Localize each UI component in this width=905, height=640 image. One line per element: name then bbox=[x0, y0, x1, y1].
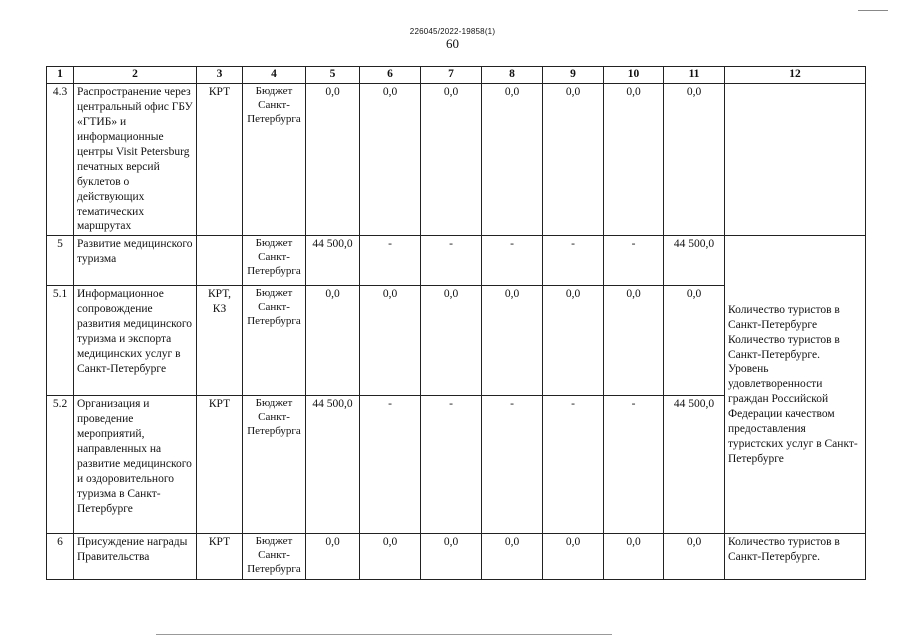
funding-source: Бюджет Санкт-Петербурга bbox=[243, 396, 306, 534]
header-row bbox=[47, 67, 866, 84]
value-col11: 0,0 bbox=[664, 84, 725, 236]
col-header-10: 10 bbox=[604, 67, 664, 84]
value-col7: - bbox=[421, 396, 482, 534]
executor: КРТ bbox=[197, 534, 243, 580]
corner-line bbox=[858, 10, 888, 11]
indicator: Количество туристов в Санкт-Петербурге. bbox=[725, 534, 866, 580]
activity-name: Информационное сопровождение развития медицинского туризма и экспорта медицинских услуг в Санкт-Петербурге bbox=[74, 286, 197, 396]
executor: КРТ, КЗ bbox=[197, 286, 243, 396]
value-col5: 0,0 bbox=[306, 84, 360, 236]
table-row bbox=[47, 84, 866, 236]
col-header-12: 12 bbox=[725, 67, 866, 84]
col-header-6: 6 bbox=[360, 67, 421, 84]
value-col11: 44 500,0 bbox=[664, 236, 725, 286]
value-col6: 0,0 bbox=[360, 84, 421, 236]
value-col10: 0,0 bbox=[604, 534, 664, 580]
value-col5: 0,0 bbox=[306, 534, 360, 580]
footer-divider bbox=[156, 634, 612, 635]
value-col8: - bbox=[482, 236, 543, 286]
value-col11: 0,0 bbox=[664, 534, 725, 580]
value-col6: 0,0 bbox=[360, 286, 421, 396]
activity-name: Распространение через центральный офис ГБУ «ГТИБ» и информационные центры Visit Petersburg печатных версий буклетов о действующих тематических маршрутах bbox=[74, 84, 197, 236]
value-col8: - bbox=[482, 396, 543, 534]
budget-table bbox=[46, 66, 866, 580]
value-col5: 44 500,0 bbox=[306, 396, 360, 534]
indicator bbox=[725, 84, 866, 236]
executor bbox=[197, 236, 243, 286]
activity-name: Развитие медицинского туризма bbox=[74, 236, 197, 286]
row-number: 4.3 bbox=[47, 84, 74, 236]
value-col6: - bbox=[360, 396, 421, 534]
value-col5: 0,0 bbox=[306, 286, 360, 396]
col-header-4: 4 bbox=[243, 67, 306, 84]
col-header-7: 7 bbox=[421, 67, 482, 84]
table-row bbox=[47, 534, 866, 580]
row-number: 5.2 bbox=[47, 396, 74, 534]
document-id: 226045/2022-19858(1) bbox=[409, 27, 496, 36]
value-col6: 0,0 bbox=[360, 534, 421, 580]
page-number: 60 bbox=[446, 36, 459, 51]
funding-source: Бюджет Санкт-Петербурга bbox=[243, 84, 306, 236]
value-col10: - bbox=[604, 236, 664, 286]
col-header-5: 5 bbox=[306, 67, 360, 84]
value-col7: 0,0 bbox=[421, 286, 482, 396]
table-row bbox=[47, 236, 866, 286]
activity-name: Присуждение награды Правительства bbox=[74, 534, 197, 580]
value-col10: - bbox=[604, 396, 664, 534]
value-col9: - bbox=[543, 236, 604, 286]
value-col6: - bbox=[360, 236, 421, 286]
funding-source: Бюджет Санкт-Петербурга bbox=[243, 286, 306, 396]
value-col10: 0,0 bbox=[604, 286, 664, 396]
value-col7: 0,0 bbox=[421, 84, 482, 236]
activity-name: Организация и проведение мероприятий, направленных на развитие медицинского и оздоровительного туризма в Санкт-Петербурге bbox=[74, 396, 197, 534]
col-header-3: 3 bbox=[197, 67, 243, 84]
col-header-1: 1 bbox=[47, 67, 74, 84]
funding-source: Бюджет Санкт-Петербурга bbox=[243, 236, 306, 286]
value-col9: - bbox=[543, 396, 604, 534]
col-header-11: 11 bbox=[664, 67, 725, 84]
col-header-9: 9 bbox=[543, 67, 604, 84]
value-col5: 44 500,0 bbox=[306, 236, 360, 286]
value-col11: 44 500,0 bbox=[664, 396, 725, 534]
value-col11: 0,0 bbox=[664, 286, 725, 396]
col-header-2: 2 bbox=[74, 67, 197, 84]
value-col9: 0,0 bbox=[543, 84, 604, 236]
row-number: 5 bbox=[47, 236, 74, 286]
value-col8: 0,0 bbox=[482, 286, 543, 396]
value-col9: 0,0 bbox=[543, 534, 604, 580]
value-col7: 0,0 bbox=[421, 534, 482, 580]
col-header-8: 8 bbox=[482, 67, 543, 84]
value-col7: - bbox=[421, 236, 482, 286]
value-col8: 0,0 bbox=[482, 84, 543, 236]
row-number: 6 bbox=[47, 534, 74, 580]
executor: КРТ bbox=[197, 396, 243, 534]
value-col10: 0,0 bbox=[604, 84, 664, 236]
value-col9: 0,0 bbox=[543, 286, 604, 396]
row-number: 5.1 bbox=[47, 286, 74, 396]
group-indicator: Количество туристов в Санкт-Петербурге Количество туристов в Санкт-Петербурге. Уровень удовлетворенности граждан Российской Федерации качеством предоставления туристских услуг в Санкт-Петербурге bbox=[725, 236, 866, 534]
executor: КРТ bbox=[197, 84, 243, 236]
funding-source: Бюджет Санкт-Петербурга bbox=[243, 534, 306, 580]
value-col8: 0,0 bbox=[482, 534, 543, 580]
